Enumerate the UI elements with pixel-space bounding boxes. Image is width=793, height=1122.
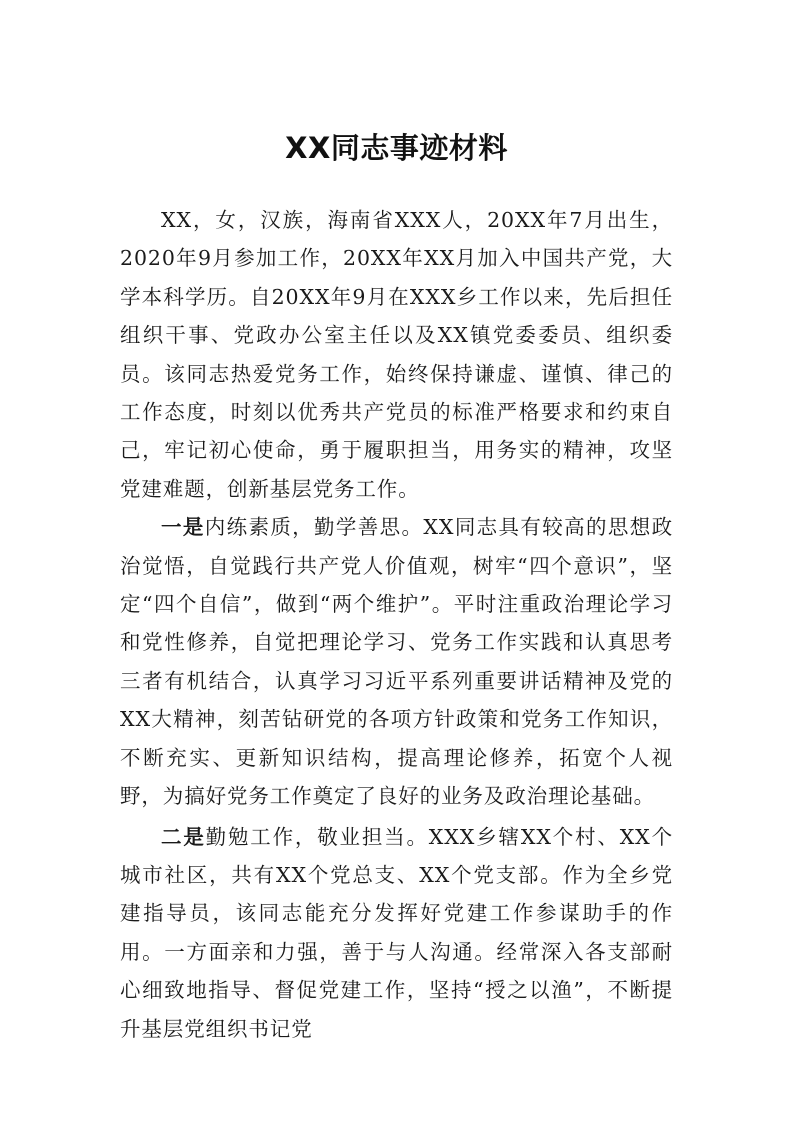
paragraph-text: XX，女，汉族，海南省XXX人，20XX年7月出生，2020年9月参加工作，20XX年XX月加入中国共产党，大学本科学历。自20XX年9月在XXX乡工作以来，先后担任组织干事、党政办公室主任以及XX镇党委委员、组织委员。该同志热爱党务工作，始终保持谦虚、谨慎、律己的工作态度，时刻以优秀共产党员的标准严格要求和约束自己，牢记初心使命，勇于履职担当，用务实的精神，攻坚党建难题，创新基层党务工作。 — [120, 208, 673, 501]
document-body — [120, 201, 673, 1048]
paragraph-one — [120, 508, 673, 815]
paragraph-intro — [120, 201, 673, 508]
document-title: XX同志事迹材料 — [285, 131, 508, 165]
paragraph-two — [120, 818, 673, 1048]
paragraph-text: 内练素质，勤学善思。XX同志具有较高的思想政治觉悟，自觉践行共产党人价值观，树牢“四个意识”，坚定“四个自信”，做到“两个维护”。平时注重政治理论学习和党性修养，自觉把理论学习、党务工作实践和认真思考三者有机结合，认真学习习近平系列重要讲话精神及党的XX大精神，刻苦钻研党的各项方针政策和党务工作知识，不断充实、更新知识结构，提高理论修养，拓宽个人视野，为搞好党务工作奠定了良好的业务及政治理论基础。 — [120, 515, 673, 809]
paragraph-lead: 二是 — [161, 824, 206, 849]
paragraph-lead: 一是 — [161, 515, 205, 540]
paragraph-text: 勤勉工作，敬业担当。XXX乡辖XX个村、XX个城市社区，共有XX个党总支、XX个党支部。作为全乡党建指导员，该同志能充分发挥好党建工作参谋助手的作用。一方面亲和力强，善于与人沟通。经常深入各支部耐心细致地指导、督促党建工作，坚持“授之以渔”，不断提升基层党组织书记党 — [120, 824, 673, 1041]
